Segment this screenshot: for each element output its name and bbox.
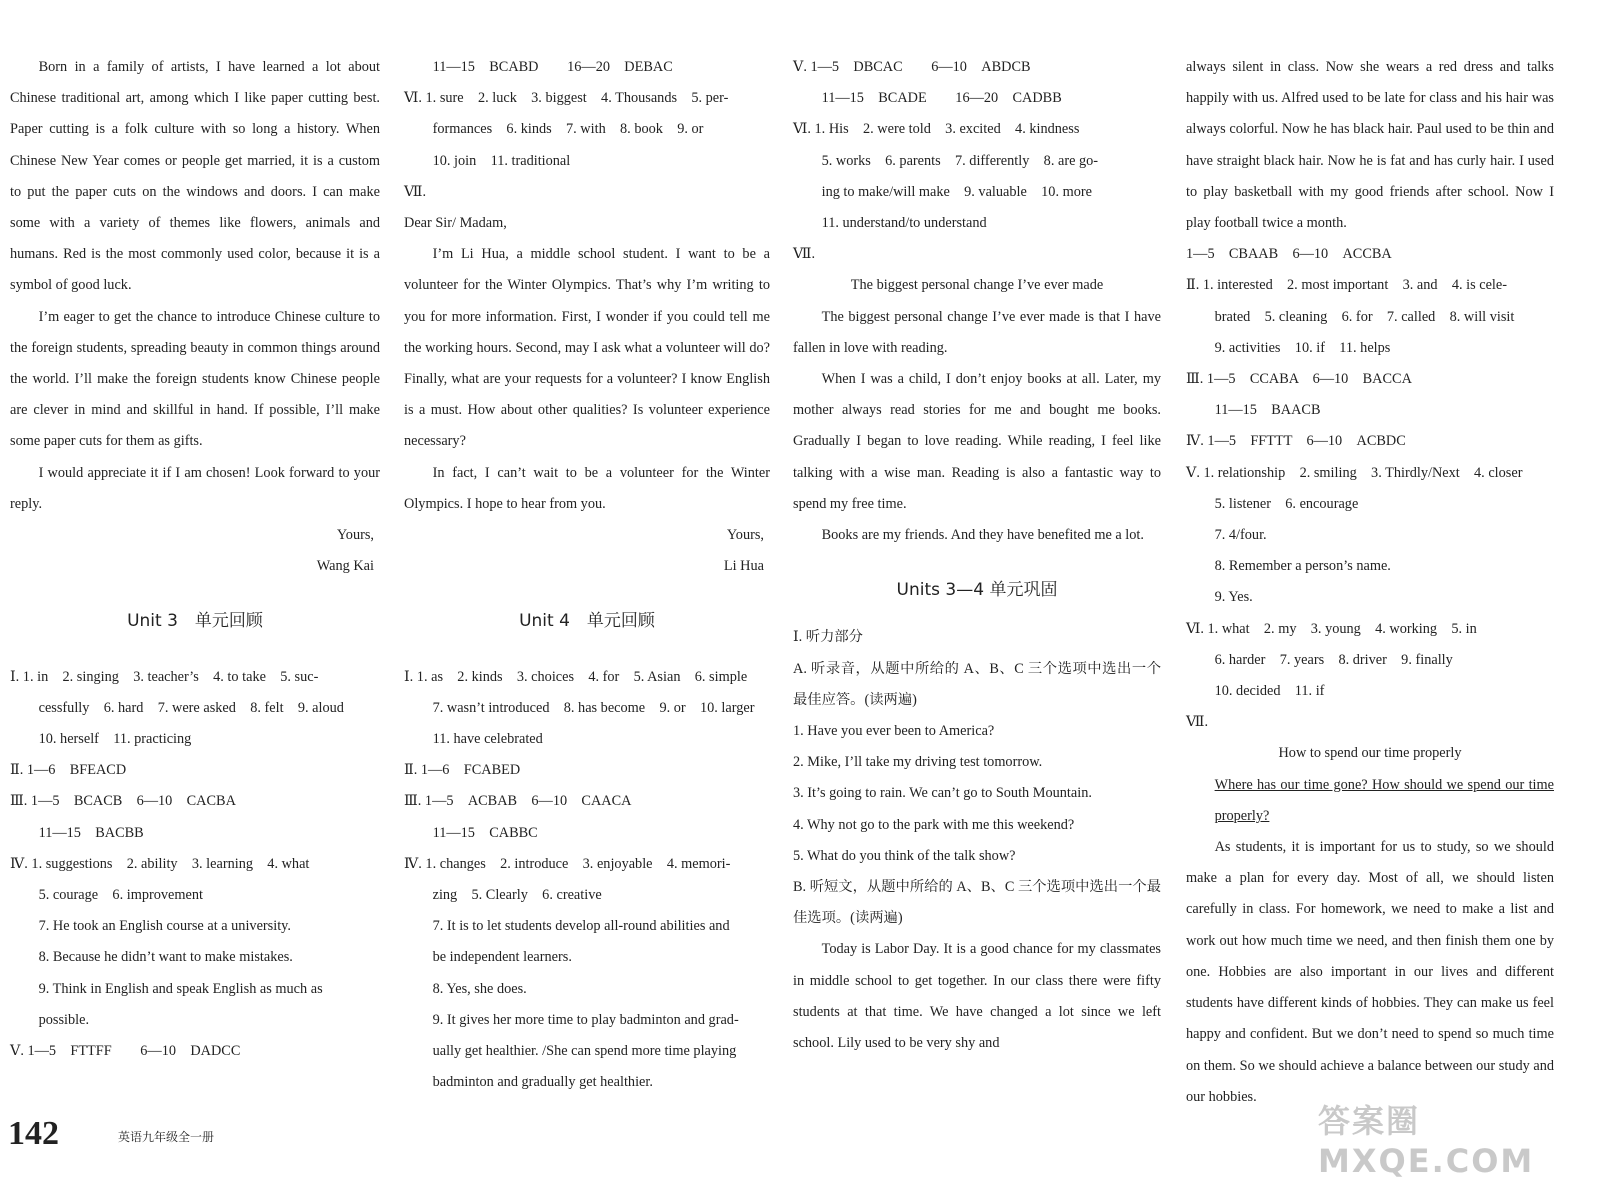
answer-line: 7. 4/four. xyxy=(1214,527,1267,544)
answer-line: 11—15 BACBB xyxy=(38,824,144,841)
unit-title: Unit 4 单元回顾 xyxy=(519,611,655,632)
answer-line: Ⅳ. 1. suggestions 2. ability 3. learning 4. what xyxy=(10,855,310,872)
column-2 xyxy=(404,52,770,1099)
answer-line: 8. Yes, she does. xyxy=(432,980,527,997)
unit-title: Unit 3 单元回顾 xyxy=(127,611,263,632)
question: 1. Have you ever been to America? xyxy=(793,723,995,740)
answer-line: Ⅵ. 1. sure 2. luck 3. biggest 4. Thousands 5. per- xyxy=(404,90,729,107)
part-title: Ⅰ. 听力部分 xyxy=(793,629,863,646)
letter-signature: Li Hua xyxy=(723,558,764,575)
letter-paragraph: In fact, I can’t wait to be a volunteer for the Winter Olympics. I hope to hear from you. xyxy=(404,464,770,512)
answer-line: 9. It gives her more time to play badminton and grad- xyxy=(432,1011,739,1028)
question: 3. It’s going to rain. We can’t go to South Mountain. xyxy=(793,785,1092,802)
answer-line: 11—15 BCABD 16—20 DEBAC xyxy=(432,59,673,75)
answer-line: 9. Yes. xyxy=(1214,589,1253,606)
essay-lead: Where has our time gone? How should we spend our time properly? xyxy=(1214,776,1554,824)
answer-line: 7. wasn’t introduced 8. has become 9. or 10. larger xyxy=(432,699,755,716)
answer-line: Ⅱ. 1. interested 2. most important 3. and 4. is cele- xyxy=(1186,277,1508,294)
page-number: 142 xyxy=(8,1115,59,1152)
letter-signature: Wang Kai xyxy=(316,558,374,575)
answer-line: Ⅲ. 1—5 ACBAB 6—10 CAACA xyxy=(404,793,632,810)
column-3 xyxy=(793,52,1161,1059)
answer-line: Ⅴ. 1—5 FTTFF 6—10 DADCC xyxy=(10,1043,241,1060)
answer-line: Ⅴ. 1—5 DBCAC 6—10 ABDCB xyxy=(793,59,1031,75)
answer-line: zing 5. Clearly 6. creative xyxy=(432,887,602,904)
answer-line: possible. xyxy=(38,1011,90,1028)
instruction: A. 听录音，从题中所给的 A、B、C 三个选项中选出一个最佳应答。(读两遍) xyxy=(793,660,1161,708)
column-4 xyxy=(1186,52,1554,1113)
answer-line: Ⅰ. 1. in 2. singing 3. teacher’s 4. to take 5. suc- xyxy=(10,668,319,685)
answer-line: Ⅲ. 1—5 BCACB 6—10 CACBA xyxy=(10,793,236,810)
answer-line: brated 5. cleaning 6. for 7. called 8. will visit xyxy=(1214,308,1515,325)
answer-line: 9. activities 10. if 11. helps xyxy=(1214,339,1391,356)
question: 5. What do you think of the talk show? xyxy=(793,847,1016,864)
essay-title: The biggest personal change I’ve ever made xyxy=(850,277,1104,294)
answer-line: Ⅵ. 1. what 2. my 3. young 4. working 5. in xyxy=(1186,620,1477,637)
answer-line: 11—15 BCADE 16—20 CADBB xyxy=(821,90,1062,107)
answer-line: Ⅴ. 1. relationship 2. smiling 3. Thirdly/Next 4. closer xyxy=(1186,464,1523,481)
answer-line: Ⅰ. 1. as 2. kinds 3. choices 4. for 5. Asian 6. simple xyxy=(404,668,748,685)
letter-closing: Yours, xyxy=(726,527,764,544)
answer-line: 7. He took an English course at a university. xyxy=(38,918,291,935)
essay-paragraph: When I was a child, I don’t enjoy books at all. Later, my mother always read stories for me and bought me books. Gradually I began to love reading. While reading, I feel like talking with a wise man. Reading is also a fantastic way to spend my free time. xyxy=(793,371,1161,512)
answer-line: Ⅳ. 1—5 FFTTT 6—10 ACBDC xyxy=(1186,433,1406,450)
answer-line: formances 6. kinds 7. with 8. book 9. or xyxy=(432,121,704,138)
instruction: B. 听短文，从题中所给的 A、B、C 三个选项中选出一个最佳选项。(读两遍) xyxy=(793,879,1161,927)
answer-line: 10. herself 11. practicing xyxy=(38,731,192,748)
letter-salutation: Dear Sir/ Madam, xyxy=(404,215,507,232)
letter-paragraph: Born in a family of artists, I have learned a lot about Chinese traditional art, among which I like paper cutting best. Paper cutting is a folk culture with so long a history. When Chinese New Year comes or people get married, it is a custom to put the paper cuts on the windows and doors. I can make some with a variety of themes like flowers, animals and humans. Red is the most commonly used color, because it is a symbol of good luck. xyxy=(10,59,380,294)
answer-line: 8. Because he didn’t want to make mistakes. xyxy=(38,949,293,966)
question: 4. Why not go to the park with me this weekend? xyxy=(793,816,1075,833)
letter-paragraph: I would appreciate it if I am chosen! Look forward to your reply. xyxy=(10,464,380,512)
answer-line: Ⅶ. xyxy=(793,246,816,263)
watermark: 答案圈 MXQE.COM xyxy=(1318,1102,1535,1180)
answer-line: cessfully 6. hard 7. were asked 8. felt 9. aloud xyxy=(38,699,344,716)
listening-passage: Today is Labor Day. It is a good chance for my classmates in middle school to get together. In our class there were fifty students at that time. We have changed a lot since we left school. Lily used to be very shy and xyxy=(793,941,1161,1052)
essay-paragraph: The biggest personal change I’ve ever made is that I have fallen in love with reading. xyxy=(793,308,1161,356)
letter-paragraph: I’m eager to get the chance to introduce Chinese culture to the foreign students, spreading beauty in common things around the world. I’ll make the foreign students know Chinese people are clever in mind and skillful in hand. If possible, I’ll make some paper cuts for them as gifts. xyxy=(10,308,380,450)
column-1 xyxy=(10,52,380,1067)
answer-line: 9. Think in English and speak English as much as xyxy=(38,980,323,997)
answer-line: Ⅱ. 1—6 FCABED xyxy=(404,762,521,779)
answer-line: badminton and gradually get healthier. xyxy=(432,1074,653,1091)
answer-line: be independent learners. xyxy=(432,949,572,966)
essay-title: How to spend our time properly xyxy=(1278,745,1462,762)
book-title: 英语九年级全一册 xyxy=(118,1130,215,1144)
answer-line: 5. works 6. parents 7. differently 8. are go- xyxy=(821,152,1099,169)
answer-line: Ⅶ. xyxy=(404,183,427,200)
answer-line: Ⅲ. 1—5 CCABA 6—10 BACCA xyxy=(1186,371,1412,388)
essay-paragraph: Books are my friends. And they have benefited me a lot. xyxy=(821,527,1144,544)
answer-line: 10. join 11. traditional xyxy=(432,152,571,169)
answer-line: 1—5 CBAAB 6—10 ACCBA xyxy=(1186,246,1392,263)
essay-paragraph: As students, it is important for us to study, so we should make a plan for every day. Most of all, we should listen carefully in class. For homework, we need to make a list and work out how much time we need, and then finish them one by one. Hobbies are also important in our lives and different students have different kinds of hobbies. They can make us feel happy and confident. But we don’t need to spend so much time on them. So we should achieve a balance between our study and our hobbies. xyxy=(1186,839,1554,1105)
answer-line: 10. decided 11. if xyxy=(1214,683,1325,700)
answer-line: Ⅳ. 1. changes 2. introduce 3. enjoyable 4. memori- xyxy=(404,855,731,872)
question: 2. Mike, I’ll take my driving test tomorrow. xyxy=(793,754,1043,771)
answer-line: ually get healthier. /She can spend more time playing xyxy=(432,1043,737,1060)
answer-line: 11—15 CABBC xyxy=(432,824,538,841)
answer-line: 11—15 BAACB xyxy=(1214,402,1321,419)
answer-line: Ⅶ. xyxy=(1186,714,1209,731)
answer-line: 8. Remember a person’s name. xyxy=(1214,558,1391,575)
listening-passage: always silent in class. Now she wears a red dress and talks happily with us. Alfred used to be late for class and his hair was always colorful. Now he has black hair. Paul used to be thin and have straight black hair. Now he is fat and has curly hair. I used to play basketball with my good friends after school. Now I play football twice a month. xyxy=(1186,59,1554,232)
answer-line: 6. harder 7. years 8. driver 9. finally xyxy=(1214,651,1453,668)
answer-line: 5. courage 6. improvement xyxy=(38,887,203,904)
answer-line: 7. It is to let students develop all-round abilities and xyxy=(432,918,730,935)
letter-closing: Yours, xyxy=(336,527,374,544)
answer-line: Ⅱ. 1—6 BFEACD xyxy=(10,762,127,779)
answer-line: 5. listener 6. encourage xyxy=(1214,495,1359,512)
answer-line: 11. have celebrated xyxy=(432,731,543,748)
unit-title: Units 3—4 单元巩固 xyxy=(896,580,1058,601)
answer-line: Ⅵ. 1. His 2. were told 3. excited 4. kindness xyxy=(793,121,1080,138)
letter-paragraph: I’m Li Hua, a middle school student. I want to be a volunteer for the Winter Olympics. That’s why I’m writing to you for more information. First, I wonder if you could tell me the working hours. Second, may I ask what a volunteer will do? Finally, what are your requests for a volunteer? I know English is a must. How about other qualities? Is volunteer experience necessary? xyxy=(404,246,770,450)
answer-line: 11. understand/to understand xyxy=(821,215,987,232)
answer-line: ing to make/will make 9. valuable 10. more xyxy=(821,183,1092,200)
